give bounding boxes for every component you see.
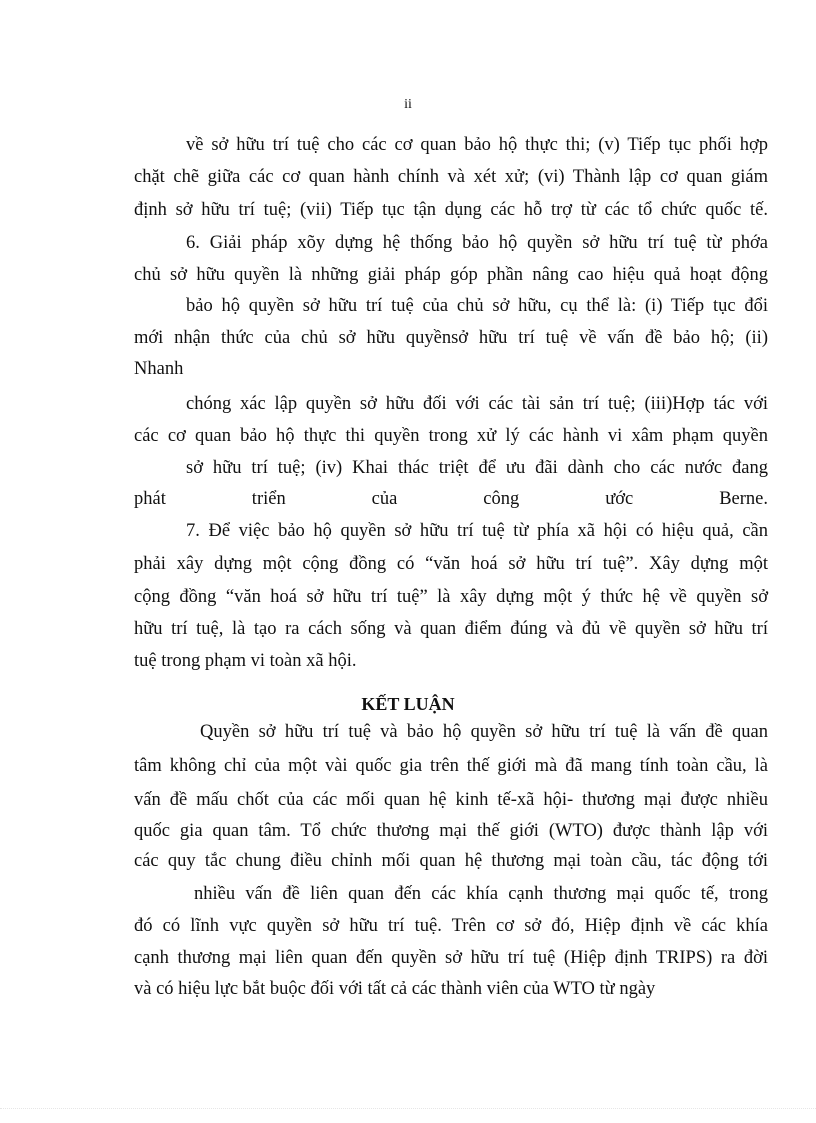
page-number: ii: [404, 97, 412, 112]
text-line: phát triển của công ước Berne.: [134, 489, 768, 509]
page-bottom-divider: [0, 1108, 816, 1109]
text-line: phải xây dựng một cộng đồng có “văn hoá sở hữu trí tuệ”. Xây dựng một: [134, 554, 768, 574]
text-line: chủ sở hữu quyền là những giải pháp góp phần nâng cao hiệu quả hoạt động: [134, 265, 768, 285]
text-line: nhiều vấn đề liên quan đến các khía cạnh thương mại quốc tế, trong: [194, 884, 768, 904]
text-line: tuệ trong phạm vi toàn xã hội.: [134, 651, 357, 671]
section-heading: KẾT LUẬN: [361, 694, 455, 714]
text-line: vấn đề mấu chốt của các mối quan hệ kinh tế-xã hội- thương mại được nhiều: [134, 790, 768, 810]
text-line: cộng đồng “văn hoá sở hữu trí tuệ” là xây dựng một ý thức hệ về quyền sở: [134, 587, 768, 607]
text-line: Nhanh: [134, 359, 184, 379]
text-line: chặt chẽ giữa các cơ quan hành chính và xét xử; (vi) Thành lập cơ quan giám: [134, 167, 768, 187]
text-line: định sở hữu trí tuệ; (vii) Tiếp tục tận dụng các hỗ trợ từ các tổ chức quốc tế.: [134, 200, 768, 220]
text-line: và có hiệu lực bắt buộc đối với tất cả các thành viên của WTO từ ngày: [134, 979, 656, 999]
text-line: các cơ quan bảo hộ thực thi quyền trong xử lý các hành vi xâm phạm quyền: [134, 426, 768, 446]
text-line: quốc gia quan tâm. Tổ chức thương mại thế giới (WTO) được thành lập với: [134, 821, 768, 841]
text-line: hữu trí tuệ, là tạo ra cách sống và quan điểm đúng và đủ về quyền sở hữu trí: [134, 619, 768, 639]
text-line: sở hữu trí tuệ; (iv) Khai thác triệt để ưu đãi dành cho các nước đang: [186, 458, 768, 478]
text-line: 7. Để việc bảo hộ quyền sở hữu trí tuệ từ phía xã hội có hiệu quả, cần: [186, 521, 768, 541]
text-line: chóng xác lập quyền sở hữu đối với các tài sản trí tuệ; (iii)Hợp tác với: [186, 394, 768, 414]
text-line: tâm không chỉ của một vài quốc gia trên thế giới mà đã mang tính toàn cầu, là: [134, 756, 768, 776]
text-line: đó có lĩnh vực quyền sở hữu trí tuệ. Trên cơ sở đó, Hiệp định về các khía: [134, 916, 768, 936]
text-line: cạnh thương mại liên quan đến quyền sở hữu trí tuệ (Hiệp định TRIPS) ra đời: [134, 948, 768, 968]
text-line: các quy tắc chung điều chỉnh mối quan hệ thương mại toàn cầu, tác động tới: [134, 851, 768, 871]
text-line: bảo hộ quyền sở hữu trí tuệ của chủ sở hữu, cụ thể là: (i) Tiếp tục đổi: [186, 296, 768, 316]
text-line: 6. Giải pháp xõy dựng hệ thống bảo hộ quyền sở hữu trí tuệ từ phớa: [186, 233, 768, 253]
text-line: mới nhận thức của chủ sở hữu quyềnsở hữu trí tuệ về vấn đề bảo hộ; (ii): [134, 328, 768, 348]
text-line: về sở hữu trí tuệ cho các cơ quan bảo hộ thực thi; (v) Tiếp tục phối hợp: [186, 135, 768, 155]
text-line: Quyền sở hữu trí tuệ và bảo hộ quyền sở hữu trí tuệ là vấn đề quan: [200, 722, 768, 742]
